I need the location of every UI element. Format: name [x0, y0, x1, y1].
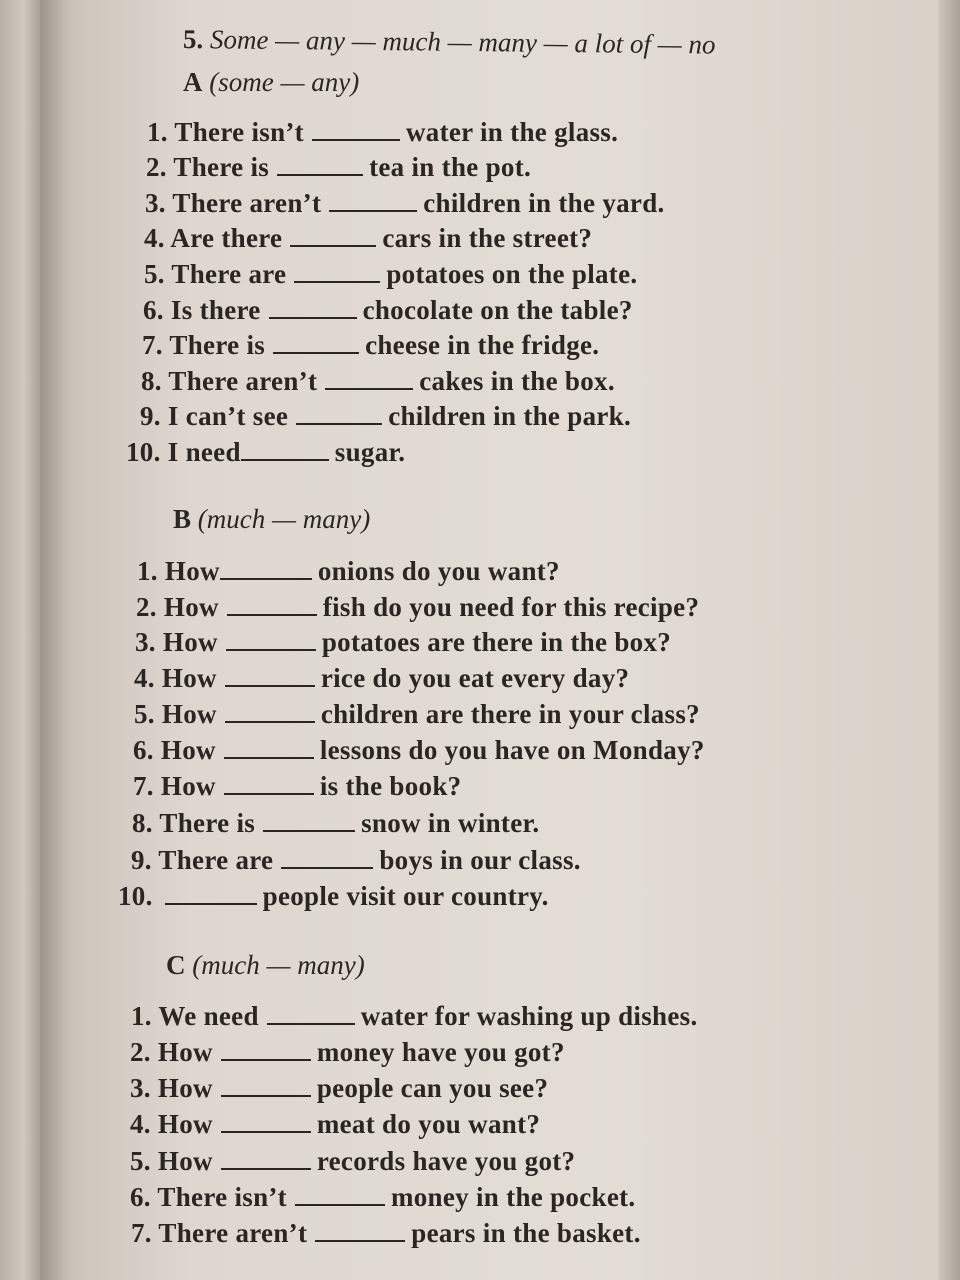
answer-blank[interactable]	[267, 1007, 355, 1025]
answer-blank[interactable]	[224, 741, 314, 759]
section-letter: B	[173, 504, 192, 534]
exercise-line: 2. There is tea in the pot.	[146, 152, 532, 182]
exercise-line: 4. How meat do you want?	[130, 1109, 541, 1139]
exercise-line: 10. people visit our country.	[118, 881, 549, 911]
exercise-line: 3. How potatoes are there in the box?	[135, 627, 672, 657]
answer-blank[interactable]	[226, 633, 316, 651]
exercise-topic: Some — any — much — many — a lot of — no	[209, 24, 716, 60]
exercise-line: 2. How fish do you need for this recipe?	[136, 592, 700, 622]
section-c-heading	[166, 950, 365, 981]
answer-blank[interactable]	[273, 336, 359, 354]
exercise-line: 8. There is snow in winter.	[132, 808, 540, 838]
answer-blank[interactable]	[296, 407, 382, 425]
answer-blank[interactable]	[225, 705, 315, 723]
section-topic: (much — many)	[197, 504, 371, 534]
exercise-number: 5.	[182, 24, 204, 55]
exercise-line: 3. How people can you see?	[130, 1073, 549, 1103]
answer-blank[interactable]	[295, 1188, 385, 1206]
exercise-line: 6. Is there chocolate on the table?	[143, 295, 633, 325]
exercise-line: 5. How children are there in your class?	[134, 699, 700, 729]
exercise-line: 7. There is cheese in the fridge.	[142, 330, 600, 360]
answer-blank[interactable]	[165, 887, 257, 905]
exercise-line: 7. There aren’t pears in the basket.	[131, 1218, 641, 1248]
exercise-line: 2. How money have you got?	[130, 1037, 565, 1067]
section-letter: C	[166, 950, 186, 980]
answer-blank[interactable]	[269, 301, 357, 319]
answer-blank[interactable]	[263, 814, 355, 832]
answer-blank[interactable]	[277, 158, 363, 176]
exercise-line: 7. How is the book?	[133, 771, 462, 801]
section-topic: (much — many)	[192, 950, 365, 980]
answer-blank[interactable]	[221, 1115, 311, 1133]
exercise-line: 6. There isn’t money in the pocket.	[130, 1182, 636, 1212]
exercise-line: 4. How rice do you eat every day?	[134, 663, 630, 693]
section-a-heading	[183, 67, 359, 98]
section-b-heading	[173, 504, 370, 535]
answer-blank[interactable]	[294, 265, 380, 283]
exercise-line: 5. How records have you got?	[130, 1146, 576, 1176]
answer-blank[interactable]	[225, 669, 315, 687]
exercise-line: 3. There aren’t children in the yard.	[145, 188, 665, 218]
exercise-line: 1. There isn’t water in the glass.	[147, 117, 619, 147]
answer-blank[interactable]	[290, 229, 376, 247]
answer-blank[interactable]	[221, 1043, 311, 1061]
exercise-line: 10. I need sugar.	[126, 437, 406, 467]
exercise-line: 9. There are boys in our class.	[131, 845, 581, 875]
answer-blank[interactable]	[221, 1152, 311, 1170]
answer-blank[interactable]	[221, 1079, 311, 1097]
section-letter: A	[183, 67, 203, 97]
exercise-line: 4. Are there cars in the street?	[144, 223, 593, 253]
exercise-line: 9. I can’t see children in the park.	[140, 401, 632, 431]
answer-blank[interactable]	[241, 443, 329, 461]
exercise-line: 8. There aren’t cakes in the box.	[141, 366, 615, 396]
exercise-line: 5. There are potatoes on the plate.	[144, 259, 638, 289]
exercise-title	[183, 24, 716, 61]
answer-blank[interactable]	[315, 1224, 405, 1242]
answer-blank[interactable]	[325, 372, 413, 390]
answer-blank[interactable]	[224, 777, 314, 795]
answer-blank[interactable]	[329, 194, 417, 212]
answer-blank[interactable]	[312, 123, 400, 141]
answer-blank[interactable]	[227, 598, 317, 616]
section-topic: (some — any)	[209, 67, 360, 97]
exercise-line: 1. We need water for washing up dishes.	[131, 1001, 698, 1031]
answer-blank[interactable]	[220, 562, 312, 580]
exercise-line: 1. How onions do you want?	[137, 556, 560, 586]
exercise-line: 6. How lessons do you have on Monday?	[133, 735, 705, 765]
answer-blank[interactable]	[281, 851, 373, 869]
